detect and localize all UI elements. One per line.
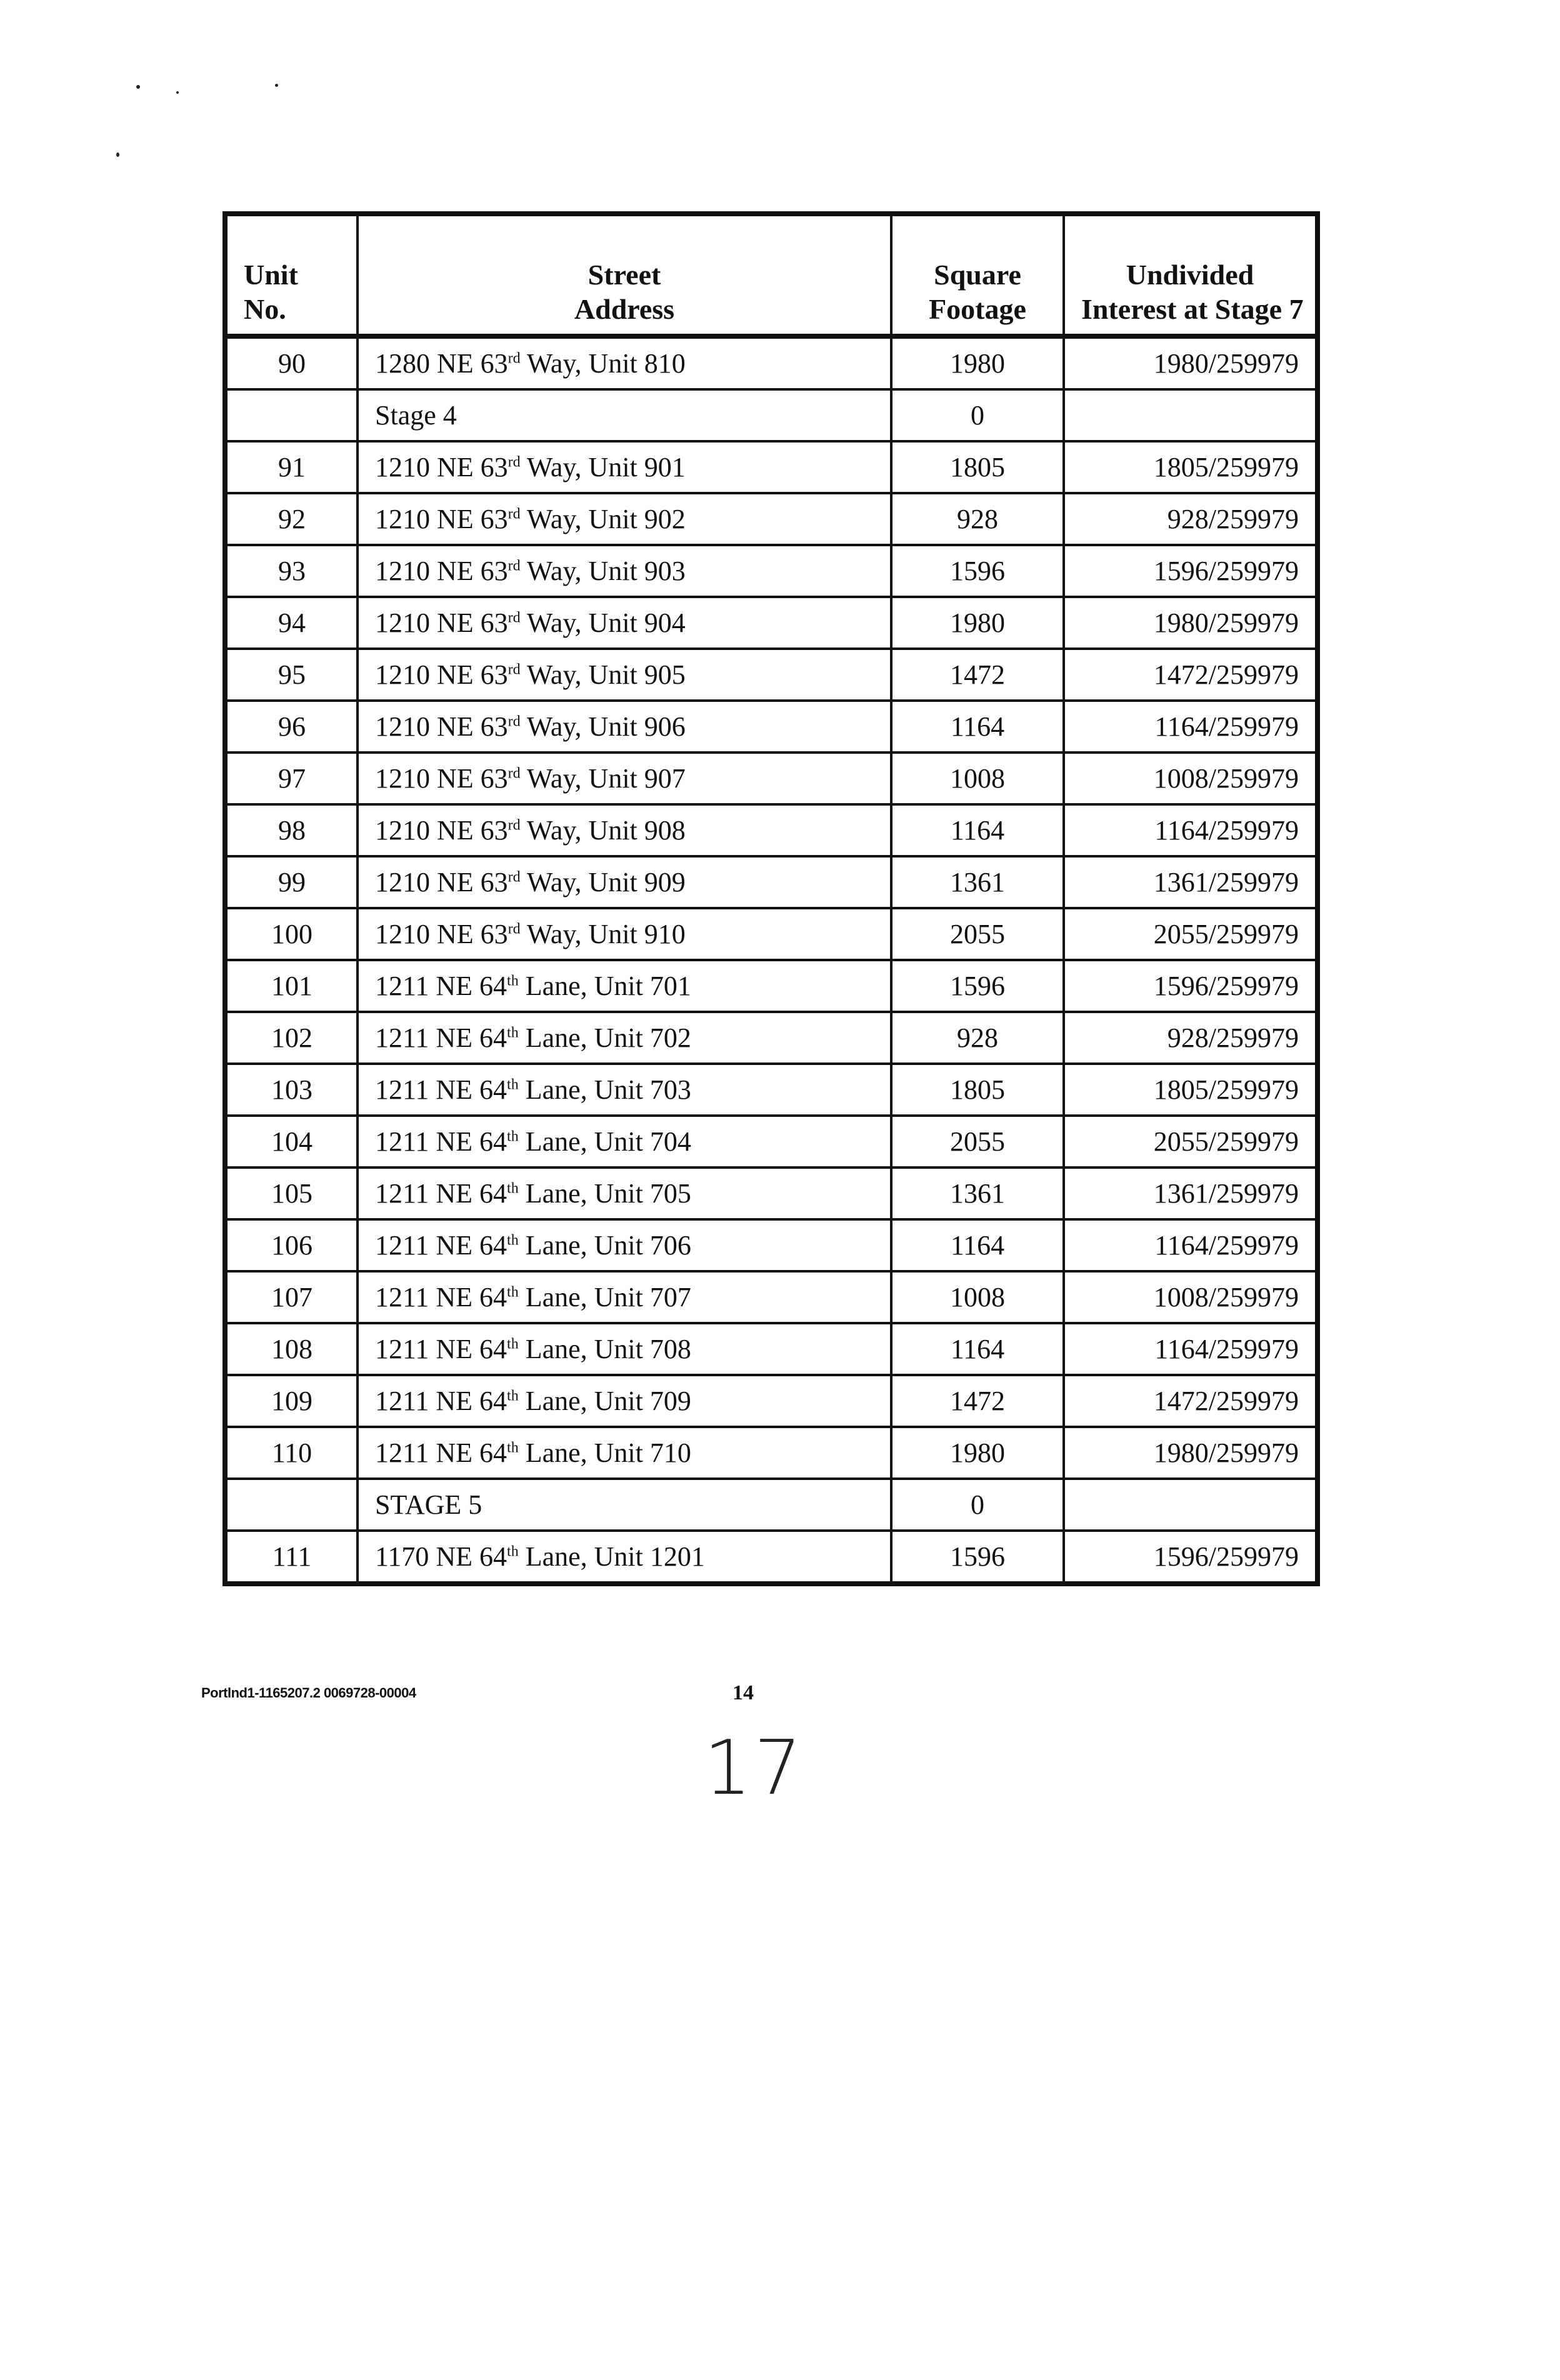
square-footage-cell: 1596 — [891, 960, 1064, 1012]
address-rest: Lane, Unit 704 — [518, 1126, 691, 1157]
square-footage-cell: 1980 — [891, 336, 1064, 389]
square-footage-cell: 2055 — [891, 1116, 1064, 1168]
ordinal-suffix: th — [507, 1231, 519, 1248]
address-rest: Lane, Unit 706 — [518, 1229, 691, 1261]
address-main: 1210 NE 63 — [375, 659, 508, 690]
address-main: 1211 NE 64 — [375, 1074, 508, 1105]
ordinal-suffix: rd — [508, 349, 521, 366]
ordinal-suffix: th — [507, 1179, 519, 1196]
address-rest: Lane, Unit 709 — [518, 1385, 691, 1416]
unit-number-cell: 90 — [225, 336, 358, 389]
ordinal-suffix: rd — [508, 557, 521, 574]
ordinal-suffix: th — [507, 1335, 519, 1352]
header-unit-no: Unit No. — [225, 214, 358, 336]
unit-number-cell: 104 — [225, 1116, 358, 1168]
square-footage-cell: 1980 — [891, 597, 1064, 649]
address-main: 1210 NE 63 — [375, 866, 508, 898]
address-main: 1211 NE 64 — [375, 1022, 508, 1053]
unit-number-cell: 97 — [225, 752, 358, 804]
street-address-cell — [358, 908, 891, 960]
address-rest: Way, Unit 901 — [520, 451, 686, 482]
address-main: Stage 4 — [375, 399, 457, 431]
street-address-cell — [358, 1479, 891, 1531]
ordinal-suffix: rd — [508, 505, 521, 522]
table-row — [225, 1375, 1318, 1427]
address-rest: Way, Unit 905 — [520, 659, 686, 690]
table-body — [225, 336, 1318, 1584]
address-main: 1170 NE 64 — [375, 1541, 508, 1572]
square-footage-cell: 2055 — [891, 908, 1064, 960]
table-row — [225, 856, 1318, 908]
undivided-interest-cell: 1472/259979 — [1064, 1375, 1318, 1427]
address-main: 1211 NE 64 — [375, 1437, 508, 1468]
undivided-interest-cell: 1164/259979 — [1064, 1323, 1318, 1375]
table-row — [225, 493, 1318, 545]
square-footage-cell: 0 — [891, 1479, 1064, 1531]
undivided-interest-cell: 1164/259979 — [1064, 701, 1318, 752]
scan-speck — [275, 84, 278, 87]
undivided-interest-cell: 1361/259979 — [1064, 1168, 1318, 1219]
unit-number-cell: 110 — [225, 1427, 358, 1479]
unit-number-cell: 95 — [225, 649, 358, 701]
address-rest: Lane, Unit 702 — [518, 1022, 691, 1053]
table-row — [225, 649, 1318, 701]
undivided-interest-cell: 1164/259979 — [1064, 1219, 1318, 1271]
street-address-cell — [358, 856, 891, 908]
address-main: 1211 NE 64 — [375, 1178, 508, 1209]
table-row — [225, 752, 1318, 804]
unit-number-cell: 106 — [225, 1219, 358, 1271]
unit-number-cell: 107 — [225, 1271, 358, 1323]
undivided-interest-cell: 1805/259979 — [1064, 441, 1318, 493]
address-rest: Lane, Unit 708 — [518, 1333, 691, 1364]
undivided-interest-cell: 1361/259979 — [1064, 856, 1318, 908]
undivided-interest-cell: 2055/259979 — [1064, 1116, 1318, 1168]
street-address-cell — [358, 701, 891, 752]
address-rest: Lane, Unit 705 — [518, 1178, 691, 1209]
address-main: 1211 NE 64 — [375, 970, 508, 1001]
ordinal-suffix: th — [507, 1024, 519, 1041]
street-address-cell — [358, 804, 891, 856]
scan-speck — [136, 85, 140, 89]
street-address-cell — [358, 960, 891, 1012]
table-row — [225, 804, 1318, 856]
address-main: 1210 NE 63 — [375, 918, 508, 949]
unit-number-cell: 102 — [225, 1012, 358, 1064]
unit-interest-table — [222, 211, 1320, 1586]
street-address-cell — [358, 1375, 891, 1427]
ordinal-suffix: rd — [508, 453, 521, 470]
ordinal-suffix: th — [507, 1076, 519, 1092]
address-main: 1211 NE 64 — [375, 1333, 508, 1364]
square-footage-cell: 1805 — [891, 1064, 1064, 1116]
table-row — [225, 1219, 1318, 1271]
unit-number-cell — [225, 1479, 358, 1531]
street-address-cell — [358, 1168, 891, 1219]
address-rest: Way, Unit 907 — [520, 762, 686, 794]
ordinal-suffix: rd — [508, 920, 521, 937]
unit-number-cell: 92 — [225, 493, 358, 545]
unit-number-cell: 108 — [225, 1323, 358, 1375]
table-row — [225, 1064, 1318, 1116]
table-row — [225, 1116, 1318, 1168]
scan-speck — [176, 91, 179, 94]
address-rest: Way, Unit 903 — [520, 555, 686, 586]
street-address-cell — [358, 1323, 891, 1375]
address-rest: Lane, Unit 1201 — [518, 1541, 705, 1572]
street-address-cell — [358, 441, 891, 493]
square-footage-cell: 1596 — [891, 1531, 1064, 1584]
square-footage-cell: 1164 — [891, 701, 1064, 752]
address-main: 1210 NE 63 — [375, 762, 508, 794]
street-address-cell — [358, 493, 891, 545]
square-footage-cell: 1164 — [891, 1323, 1064, 1375]
street-address-cell — [358, 336, 891, 389]
table-row — [225, 1479, 1318, 1531]
table-row — [225, 336, 1318, 389]
address-main: 1210 NE 63 — [375, 555, 508, 586]
street-address-cell — [358, 545, 891, 597]
address-rest: Lane, Unit 710 — [518, 1437, 691, 1468]
unit-number-cell: 98 — [225, 804, 358, 856]
table-header — [225, 214, 1318, 336]
address-rest: Way, Unit 902 — [520, 503, 686, 534]
undivided-interest-cell: 1164/259979 — [1064, 804, 1318, 856]
address-main: 1211 NE 64 — [375, 1229, 508, 1261]
ordinal-suffix: rd — [508, 816, 521, 833]
address-rest: Way, Unit 910 — [520, 918, 686, 949]
undivided-interest-cell — [1064, 389, 1318, 441]
street-address-cell — [358, 597, 891, 649]
unit-number-cell: 94 — [225, 597, 358, 649]
address-main: 1210 NE 63 — [375, 814, 508, 846]
table-row — [225, 1168, 1318, 1219]
table-row — [225, 701, 1318, 752]
ordinal-suffix: th — [507, 1128, 519, 1144]
undivided-interest-cell: 1596/259979 — [1064, 960, 1318, 1012]
ordinal-suffix: rd — [508, 661, 521, 678]
street-address-cell — [358, 752, 891, 804]
square-footage-cell: 1980 — [891, 1427, 1064, 1479]
undivided-interest-cell: 1008/259979 — [1064, 752, 1318, 804]
address-main: STAGE 5 — [375, 1489, 482, 1520]
unit-number-cell: 109 — [225, 1375, 358, 1427]
street-address-cell — [358, 1064, 891, 1116]
square-footage-cell: 1361 — [891, 1168, 1064, 1219]
square-footage-cell: 1472 — [891, 649, 1064, 701]
header-street-address: Street Address — [358, 214, 891, 336]
square-footage-cell: 928 — [891, 493, 1064, 545]
square-footage-cell: 0 — [891, 389, 1064, 441]
address-main: 1211 NE 64 — [375, 1385, 508, 1416]
address-main: 1210 NE 63 — [375, 451, 508, 482]
undivided-interest-cell: 1596/259979 — [1064, 1531, 1318, 1584]
table-row — [225, 545, 1318, 597]
ordinal-suffix: rd — [508, 609, 521, 626]
unit-number-cell: 105 — [225, 1168, 358, 1219]
undivided-interest-cell: 928/259979 — [1064, 1012, 1318, 1064]
address-rest: Lane, Unit 701 — [518, 970, 691, 1001]
table-row — [225, 1323, 1318, 1375]
address-rest: Way, Unit 908 — [520, 814, 686, 846]
address-main: 1210 NE 63 — [375, 503, 508, 534]
unit-number-cell: 99 — [225, 856, 358, 908]
handwritten-page-number: 17 — [704, 1725, 804, 1812]
table-row — [225, 1271, 1318, 1323]
table-row — [225, 1427, 1318, 1479]
street-address-cell — [358, 1116, 891, 1168]
address-rest: Way, Unit 810 — [520, 348, 686, 379]
table-row — [225, 960, 1318, 1012]
unit-number-cell: 111 — [225, 1531, 358, 1584]
square-footage-cell: 1361 — [891, 856, 1064, 908]
header-undivided-interest: Undivided Interest at Stage 7 — [1064, 214, 1318, 336]
unit-number-cell: 93 — [225, 545, 358, 597]
address-main: 1280 NE 63 — [375, 348, 508, 379]
address-rest: Lane, Unit 707 — [518, 1281, 691, 1312]
square-footage-cell: 1164 — [891, 804, 1064, 856]
page-number: 14 — [732, 1681, 754, 1704]
table-row — [225, 441, 1318, 493]
address-main: 1210 NE 63 — [375, 607, 508, 638]
unit-number-cell: 103 — [225, 1064, 358, 1116]
undivided-interest-cell: 2055/259979 — [1064, 908, 1318, 960]
ordinal-suffix: th — [507, 1439, 519, 1456]
street-address-cell — [358, 1219, 891, 1271]
undivided-interest-cell: 1008/259979 — [1064, 1271, 1318, 1323]
header-square-footage: Square Footage — [891, 214, 1064, 336]
undivided-interest-cell: 1980/259979 — [1064, 1427, 1318, 1479]
undivided-interest-cell: 1980/259979 — [1064, 336, 1318, 389]
square-footage-cell: 1805 — [891, 441, 1064, 493]
square-footage-cell: 1472 — [891, 1375, 1064, 1427]
ordinal-suffix: rd — [508, 868, 521, 885]
table-row — [225, 389, 1318, 441]
ordinal-suffix: th — [507, 972, 519, 989]
ordinal-suffix: th — [507, 1283, 519, 1300]
address-rest: Lane, Unit 703 — [518, 1074, 691, 1105]
table-row — [225, 1012, 1318, 1064]
address-rest: Way, Unit 904 — [520, 607, 686, 638]
undivided-interest-cell — [1064, 1479, 1318, 1531]
address-main: 1211 NE 64 — [375, 1281, 508, 1312]
street-address-cell — [358, 389, 891, 441]
address-rest: Way, Unit 909 — [520, 866, 686, 898]
ordinal-suffix: th — [507, 1387, 519, 1404]
address-main: 1210 NE 63 — [375, 711, 508, 742]
square-footage-cell: 1008 — [891, 1271, 1064, 1323]
undivided-interest-cell: 928/259979 — [1064, 493, 1318, 545]
unit-number-cell: 96 — [225, 701, 358, 752]
ordinal-suffix: rd — [508, 712, 521, 729]
table-row — [225, 597, 1318, 649]
table-row — [225, 1531, 1318, 1584]
square-footage-cell: 1008 — [891, 752, 1064, 804]
unit-number-cell: 91 — [225, 441, 358, 493]
street-address-cell — [358, 1427, 891, 1479]
unit-number-cell: 100 — [225, 908, 358, 960]
street-address-cell — [358, 649, 891, 701]
address-rest: Way, Unit 906 — [520, 711, 686, 742]
street-address-cell — [358, 1271, 891, 1323]
table-row — [225, 908, 1318, 960]
undivided-interest-cell: 1596/259979 — [1064, 545, 1318, 597]
square-footage-cell: 1164 — [891, 1219, 1064, 1271]
unit-number-cell: 101 — [225, 960, 358, 1012]
document-id: Portlnd1-1165207.2 0069728-00004 — [201, 1685, 416, 1701]
undivided-interest-cell: 1805/259979 — [1064, 1064, 1318, 1116]
address-main: 1211 NE 64 — [375, 1126, 508, 1157]
undivided-interest-cell: 1980/259979 — [1064, 597, 1318, 649]
ordinal-suffix: rd — [508, 764, 521, 781]
street-address-cell — [358, 1012, 891, 1064]
street-address-cell — [358, 1531, 891, 1584]
ordinal-suffix: th — [507, 1542, 519, 1559]
undivided-interest-cell: 1472/259979 — [1064, 649, 1318, 701]
unit-number-cell — [225, 389, 358, 441]
square-footage-cell: 928 — [891, 1012, 1064, 1064]
square-footage-cell: 1596 — [891, 545, 1064, 597]
scan-speck — [116, 152, 119, 157]
